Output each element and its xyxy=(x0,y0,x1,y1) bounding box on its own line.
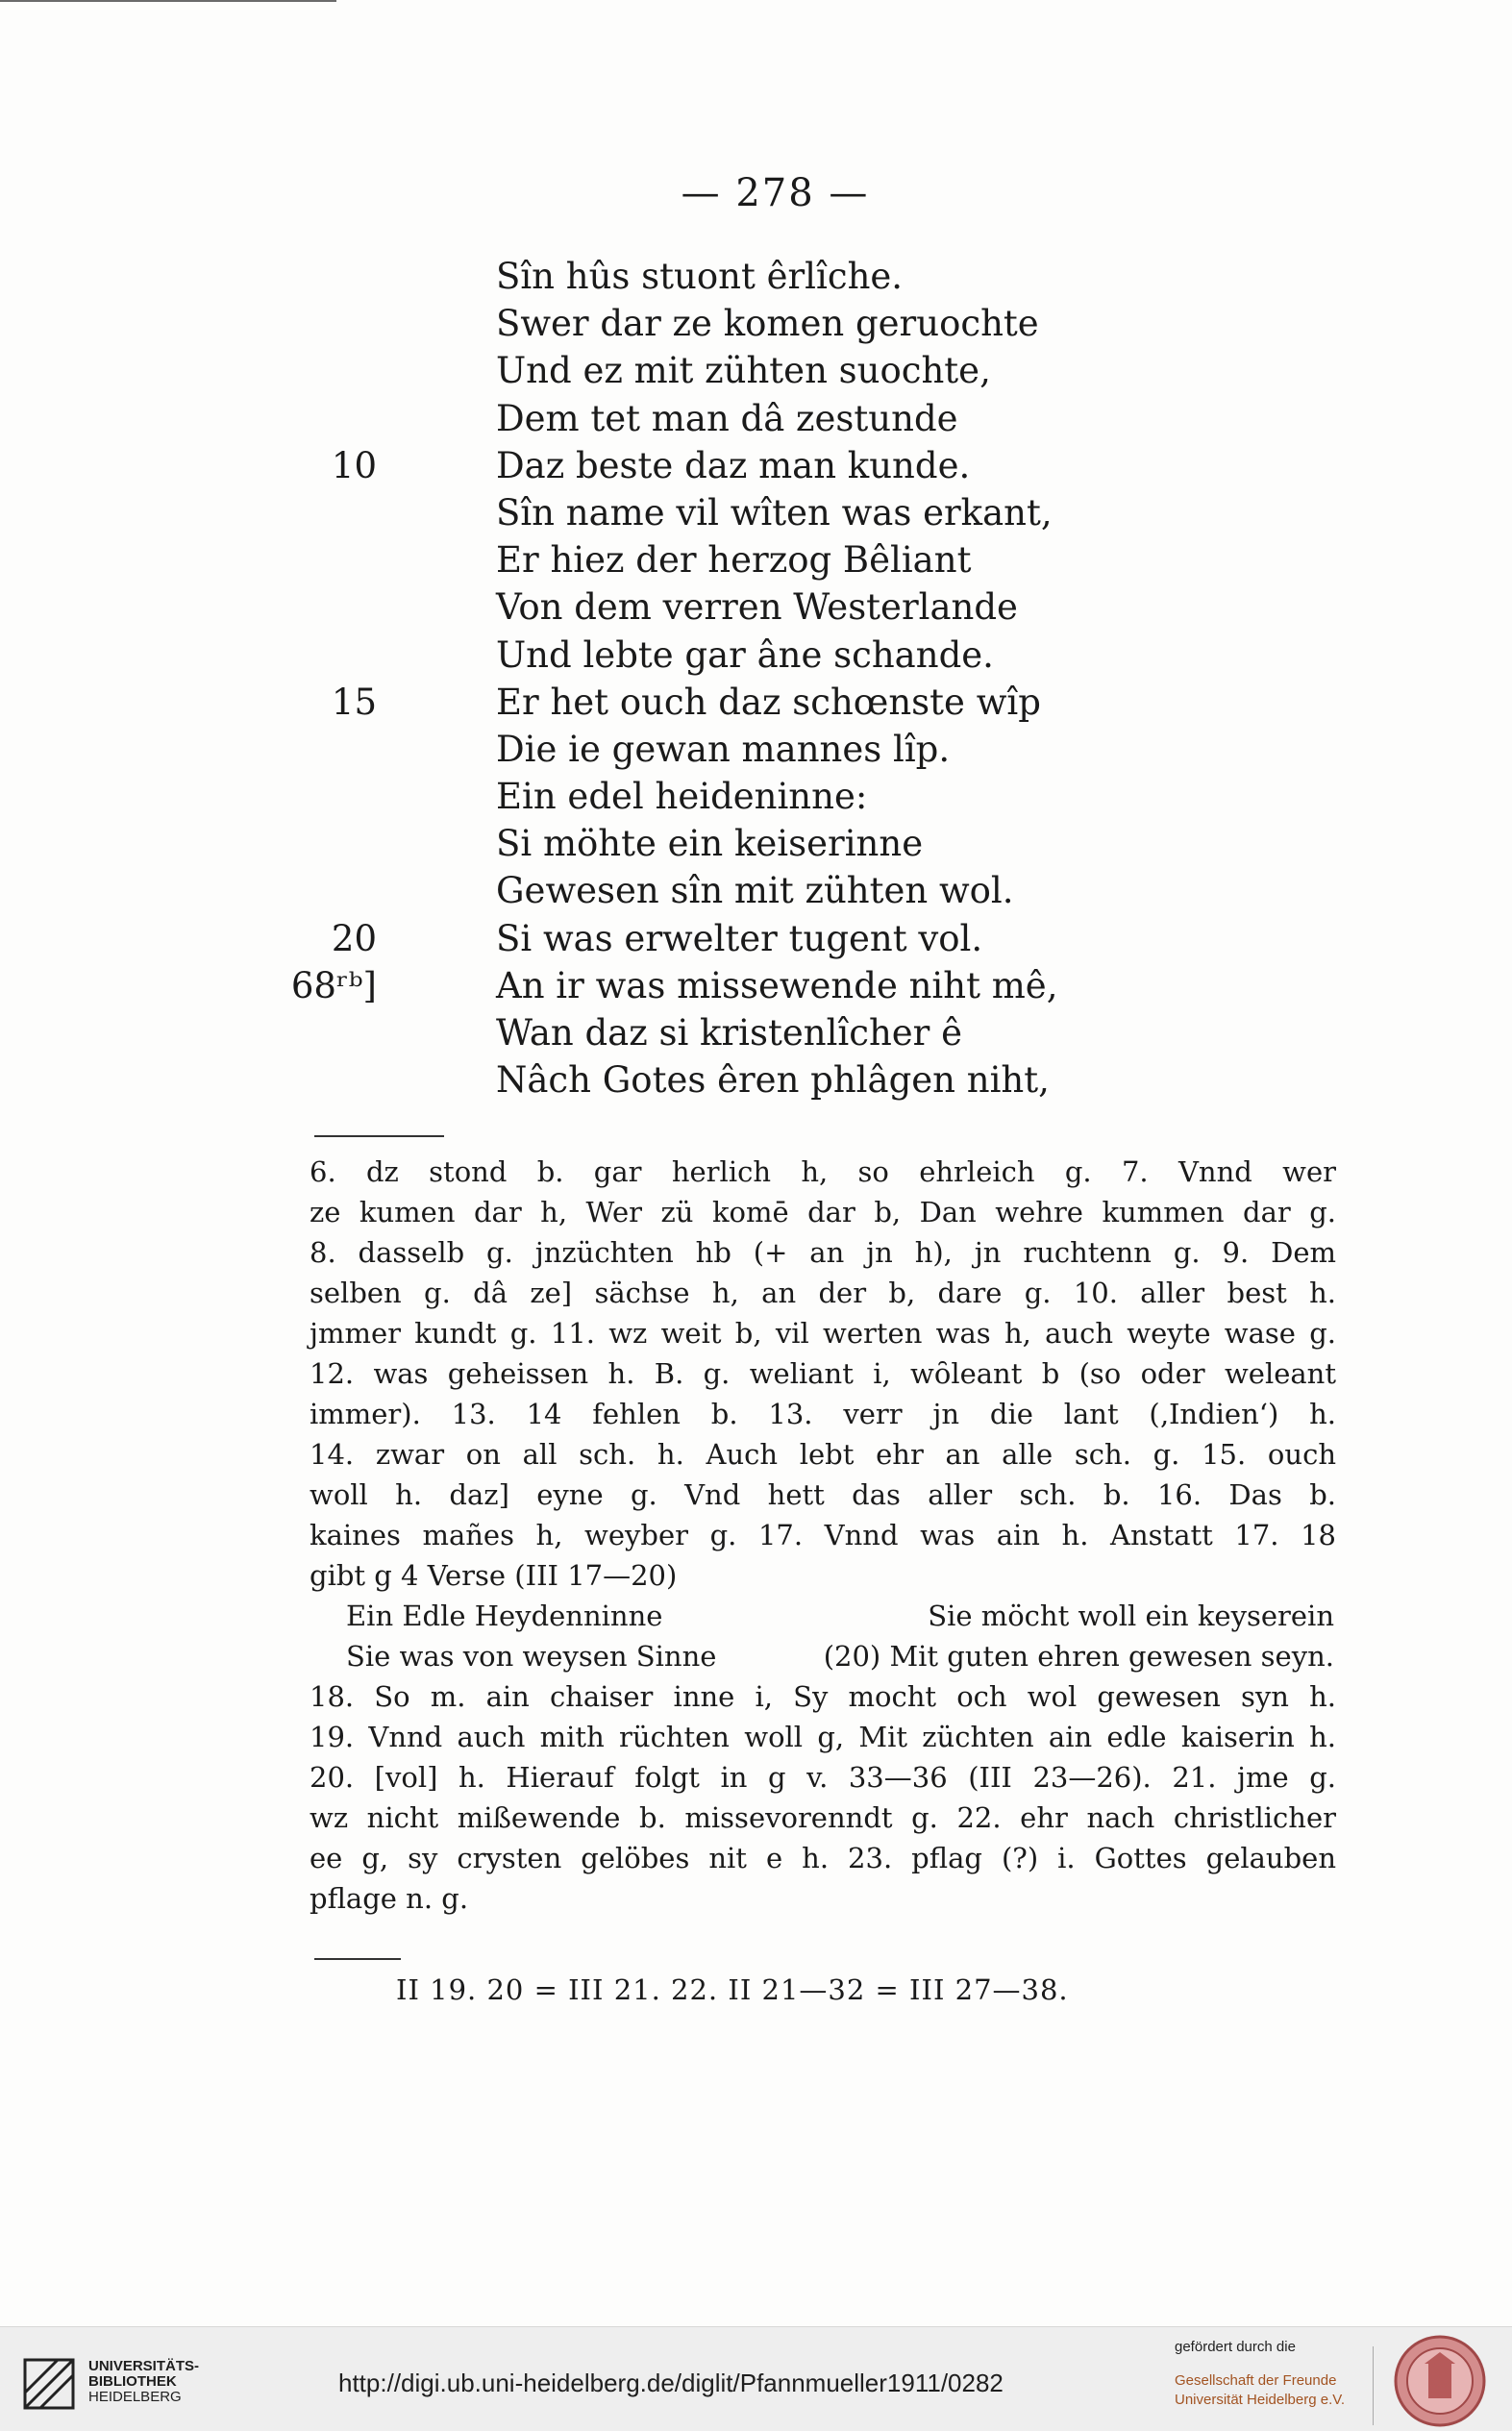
apparatus-line: jmmer kundt g. 11. wz weit b, vil werten was h, auch weyte wase g. xyxy=(310,1317,1336,1350)
verse-line xyxy=(384,536,1153,583)
top-edge-rule xyxy=(0,0,336,2)
verse-text: Und ez mit zühten suochte, xyxy=(496,350,991,392)
apparatus-line: 12. was geheissen h. B. g. weliant i, wȏleant b (so oder weleant xyxy=(310,1357,1336,1390)
verse-number: 68ʳᵇ] xyxy=(290,964,377,1006)
page-url-link[interactable]: http://digi.ub.uni-heidelberg.de/diglit/Pfannmueller1911/0282 xyxy=(338,2369,1004,2397)
footer-divider xyxy=(1373,2346,1374,2425)
verse-line xyxy=(384,773,1153,820)
verse-line xyxy=(384,347,1153,394)
apparatus-line: woll h. daz] eyne g. Vnd hett das aller sch. b. 16. Das b. xyxy=(310,1478,1336,1511)
apparatus-line: gibt g 4 Verse (III 17—20) xyxy=(310,1559,678,1592)
verse-text: Von dem verren Westerlande xyxy=(496,586,1018,629)
apparatus-line: selben g. dâ ze] sächse h, an der b, dare g. 10. aller best h. xyxy=(310,1277,1336,1309)
apparatus-line: 19. Vnnd auch mith rüchten woll g, Mit züchten ain edle kaiserin h. xyxy=(310,1721,1336,1753)
verse-text: Daz beste daz man kunde. xyxy=(496,444,971,486)
verse-text: Si was erwelter tugent vol. xyxy=(496,917,983,959)
verse-text: Ein edel heideninne: xyxy=(496,776,868,818)
verse-line xyxy=(384,867,1153,914)
sponsor-name xyxy=(1175,2371,1345,2410)
verse-line xyxy=(384,820,1153,867)
apparatus-line: kaines mañes h, weyber g. 17. Vnnd was ain h. Anstatt 17. 18 xyxy=(310,1519,1336,1551)
apparatus-line: pflage n. g. xyxy=(310,1882,469,1915)
verse-line xyxy=(384,726,1153,773)
verse-line xyxy=(290,962,1153,1009)
apparatus-line: 8. dasselb g. jnzüchten hb (+ an jn h), jn ruchtenn g. 9. Dem xyxy=(310,1236,1336,1269)
apparatus-line: 20. [vol] h. Hierauf folgt in g v. 33—36 (III 23—26). 21. jme g. xyxy=(310,1761,1336,1794)
verse-text: Nâch Gotes êren phlâgen niht, xyxy=(496,1059,1050,1102)
verse-line xyxy=(331,442,1153,489)
quoted-verse-right-2: (20) Mit guten ehren gewesen seyn. xyxy=(823,1640,1334,1673)
apparatus-separator xyxy=(314,1135,444,1137)
concordance-separator xyxy=(314,1958,401,1960)
library-name-line: UNIVERSITÄTS- xyxy=(88,2358,200,2374)
verse-line xyxy=(384,1009,1153,1056)
apparatus-line: ze kumen dar h, Wer zü komē dar b, Dan wehre kummen dar g. xyxy=(310,1196,1336,1228)
apparatus-line: wz nicht mißewende b. missevorenndt g. 22. ehr nach christlicher xyxy=(310,1801,1336,1834)
apparatus-line: 14. zwar on all sch. h. Auch lebt ehr an alle sch. g. 15. ouch xyxy=(310,1438,1336,1471)
apparatus-notes-b xyxy=(310,1676,1336,1919)
university-seal-icon xyxy=(1392,2333,1488,2429)
quoted-verse-left-2: Sie was von weysen Sinne xyxy=(346,1640,717,1673)
verse-line xyxy=(384,253,1153,300)
verse-text: Swer dar ze komen geruochte xyxy=(496,303,1039,345)
quoted-verses xyxy=(310,1596,1336,1676)
library-logo-icon xyxy=(21,2356,77,2412)
sponsor-label: gefördert durch die xyxy=(1175,2339,1296,2355)
apparatus-notes-a xyxy=(310,1152,1336,1596)
concordance-line: II 19. 20 = III 21. 22. II 21—32 = III 27—38. xyxy=(396,1973,1069,2006)
sponsor-name-line: Universität Heidelberg e.V. xyxy=(1175,2392,1346,2408)
verse-line xyxy=(331,915,1153,962)
sponsor-name-line: Gesellschaft der Freunde xyxy=(1175,2372,1337,2389)
verse-text: Er hiez der herzog Bêliant xyxy=(496,539,972,582)
verse-line xyxy=(384,1056,1153,1104)
library-name-line: HEIDELBERG xyxy=(88,2389,182,2405)
page-number: — 278 — xyxy=(681,171,870,215)
library-name xyxy=(88,2359,199,2405)
verse-text: An ir was missewende niht mê, xyxy=(496,964,1058,1006)
verse-line xyxy=(384,395,1153,442)
apparatus-line: ee g, sy crysten gelöbes nit e h. 23. pflag (?) i. Gottes gelauben xyxy=(310,1842,1336,1874)
verse-line xyxy=(384,632,1153,679)
verse-text: Gewesen sîn mit zühten wol. xyxy=(496,870,1014,912)
apparatus-line: 18. So m. ain chaiser inne i, Sy mocht och wol gewesen syn h. xyxy=(310,1680,1336,1713)
verse-text: Si möhte ein keiserinne xyxy=(496,823,924,865)
verse-number: 10 xyxy=(331,444,377,486)
verse-line xyxy=(331,679,1153,726)
verse-text: Sîn hûs stuont êrlîche. xyxy=(496,256,904,297)
verse-text: Die ie gewan mannes lîp. xyxy=(496,728,951,770)
verse-line xyxy=(384,300,1153,347)
quoted-verse-left-1: Ein Edle Heydenninne xyxy=(346,1600,663,1632)
library-name-line: BIBLIOTHEK xyxy=(88,2373,177,2390)
verse-line xyxy=(384,489,1153,536)
apparatus-line: 6. dz stond b. gar herlich h, so ehrleich g. 7. Vnnd wer xyxy=(310,1155,1336,1188)
verse-text: Und lebte gar âne schande. xyxy=(496,633,994,676)
verse-text: Wan daz si kristenlîcher ê xyxy=(496,1012,963,1054)
critical-apparatus xyxy=(310,1152,1336,1919)
verse-line xyxy=(384,583,1153,631)
verse-number: 15 xyxy=(331,681,377,723)
verse-text: Er het ouch daz schœnste wîp xyxy=(496,681,1041,723)
verse-text: Dem tet man dâ zestunde xyxy=(496,397,958,439)
poem-text xyxy=(290,253,1153,1104)
verse-text: Sîn name vil wîten was erkant, xyxy=(496,491,1053,533)
apparatus-line: immer). 13. 14 fehlen b. 13. verr jn die lant (‚Indien‘) h. xyxy=(310,1398,1336,1430)
verse-number: 20 xyxy=(331,917,377,959)
quoted-verse-right-1: Sie möcht woll ein keyserein xyxy=(928,1600,1334,1632)
footer-bar xyxy=(0,2326,1512,2431)
